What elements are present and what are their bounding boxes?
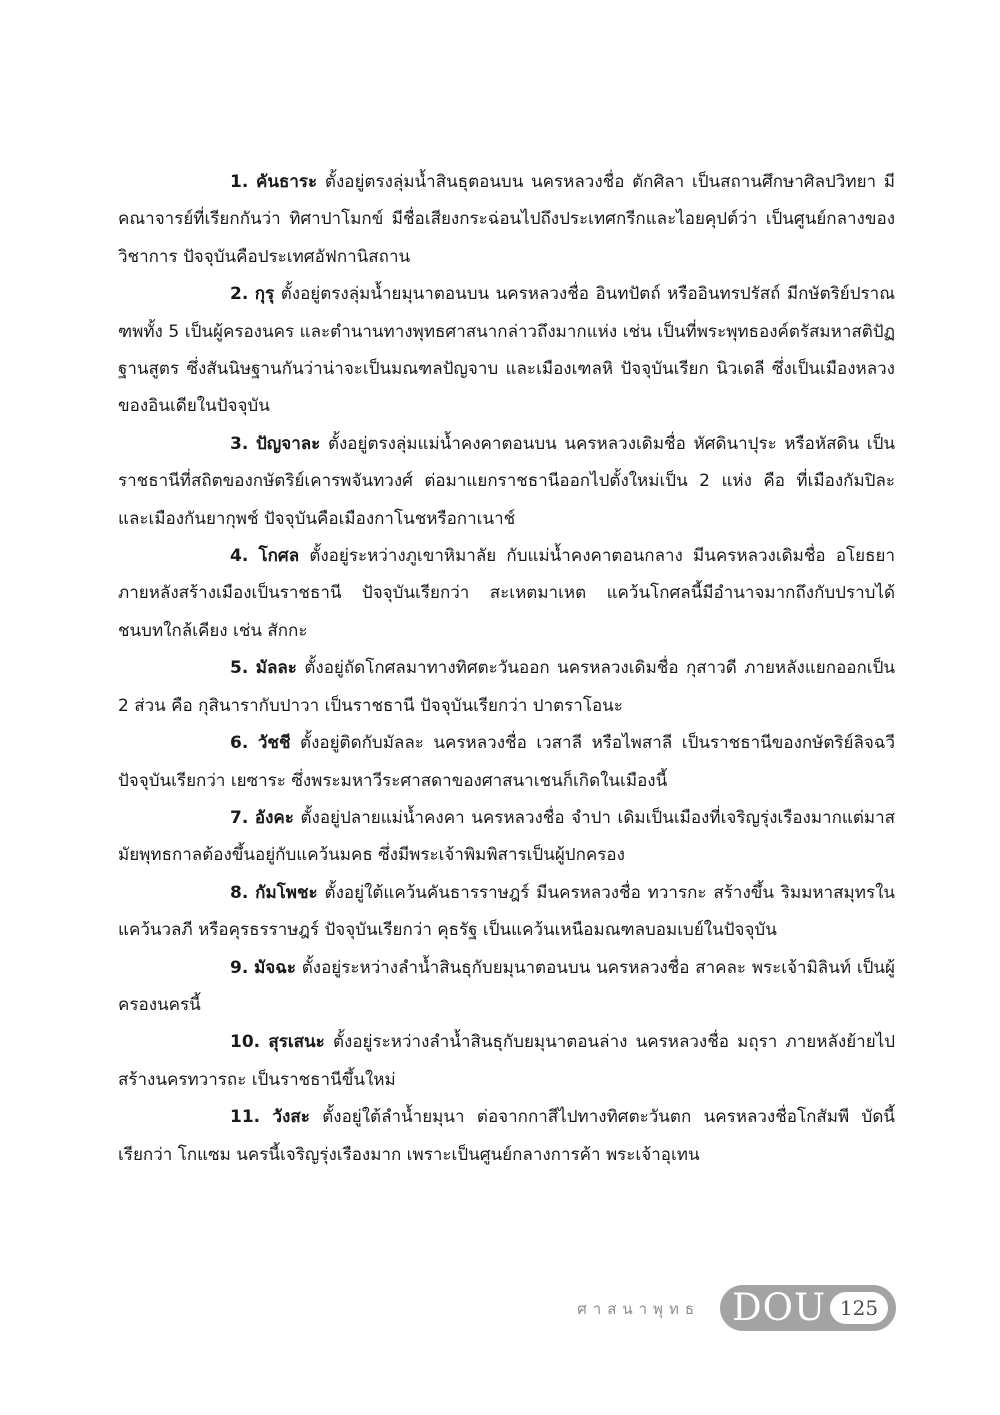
paragraph-malla <box>118 650 895 725</box>
paragraph-text: ตั้งอยู่ตรงลุ่มน้ำยมุนาตอนบน นครหลวงชื่อ อินทปัตถ์ หรืออินทรปรัสถ์ มีกษัตริย์ปราณฑพทั้ง 5 เป็นผู้ครองนคร และตำนานทางพุทธศาสนากล่าวถึงมากแห่ง เช่น เป็นที่พระพุทธองค์ตรัสมหาสติปัฏฐานสูตร ซึ่งสันนิษฐานกันว่าน่าจะเป็นมณฑลปัญจาบ และเมืองเฑลหิ ปัจจุบันเรียก นิวเดลี ซึ่งเป็นเมืองหลวงของอินเดียในปัจจุบัน <box>118 284 895 417</box>
paragraph-vajji <box>118 725 895 800</box>
paragraph-panchala <box>118 426 895 538</box>
kingdom-name: วัชชี <box>257 733 291 754</box>
kingdom-name: คันธาระ <box>256 172 318 192</box>
dou-badge <box>720 1285 896 1331</box>
footer-title: ศาสนาพุทธ <box>577 1300 700 1318</box>
item-number: 9. <box>230 957 249 978</box>
paragraph-vamsa <box>118 1099 895 1174</box>
item-number: 2. <box>230 284 249 305</box>
paragraph-kamboja <box>118 875 895 950</box>
paragraph-text: ตั้งอยู่ระหว่างลำน้ำสินธุกับยมุนาตอนบน นครหลวงชื่อ สาคละ พระเจ้ามิลินท์ เป็นผู้ครองนครนี้ <box>118 957 896 1015</box>
paragraph-text: ตั้งอยู่ติดกับมัลละ นครหลวงชื่อ เวสาลี หรือไพสาลี เป็นราชธานีของกษัตริย์ลิจฉวี ปัจจุบันเรียกว่า เยซาระ ซึ่งพระมหาวีระศาสดาของศาสนาเชนก็เกิดในเมืองนี้ <box>118 733 896 791</box>
kingdom-name: โกศล <box>258 546 300 567</box>
paragraph-text: ตั้งอยู่ใต้ลำน้ำยมุนา ต่อจากกาสีไปทางทิศตะวันตก นครหลวงชื่อโกสัมพี บัดนี้เรียกว่า โกแซม นครนี้เจริญรุ่งเรืองมาก เพราะเป็นศูนย์กลางการค้า พระเจ้าอุเทน <box>118 1107 895 1165</box>
page-footer <box>0 1285 1000 1335</box>
kingdom-name: ปัญจาละ <box>255 433 321 454</box>
paragraph-surasena <box>118 1024 895 1099</box>
item-number: 8. <box>230 882 249 903</box>
paragraph-kuru <box>118 276 895 426</box>
paragraph-kosala <box>118 538 895 650</box>
paragraph-text: ตั้งอยู่ระหว่างภูเขาหิมาลัย กับแม่น้ำคงคาตอนกลาง มีนครหลวงเดิมชื่อ อโยธยา ภายหลังสร้างเมืองเป็นราชธานี ปัจจุบันเรียกว่า สะเหตมาเหต แคว้นโกศลนี้มีอำนาจมากถึงกับปราบได้ชนบทใกล้เคียง เช่น สักกะ <box>118 546 896 641</box>
item-number: 1. <box>230 172 249 192</box>
kingdom-name: วังสะ <box>272 1107 310 1128</box>
paragraph-text: ตั้งอยู่ตรงลุ่มน้ำสินธุตอนบน นครหลวงชื่อ ตักศิลา เป็นสถานศึกษาศิลปวิทยา มีคณาจารย์ที่เรียกกันว่า ทิศาปาโมกข์ มีชื่อเสียงกระฉ่อนไปถึงประเทศกรีกและไอยคุปต์ว่า เป็นศูนย์กลางของวิชาการ ปัจจุบันคือประเทศอัฟกานิสถาน <box>118 172 895 267</box>
paragraph-anga <box>118 800 895 875</box>
paragraph-maccha <box>118 950 895 1025</box>
paragraph-text: ตั้งอยู่ปลายแม่น้ำคงคา นครหลวงชื่อ จำปา เดิมเป็นเมืองที่เจริญรุ่งเรืองมากแต่มาสมัยพุทธกาลต้องขึ้นอยู่กับแคว้นมคธ ซึ่งมีพระเจ้าพิมพิสารเป็นผู้ปกครอง <box>118 807 896 866</box>
kingdom-name: กัมโพชะ <box>255 882 318 903</box>
kingdom-name: มัจฉะ <box>254 957 296 978</box>
paragraph-kandhara <box>118 164 895 276</box>
item-number: 10. <box>230 1032 261 1053</box>
item-number: 11. <box>230 1107 261 1128</box>
item-number: 5. <box>230 658 249 679</box>
kingdom-name: สุรเสนะ <box>268 1032 325 1053</box>
kingdom-name: มัลละ <box>255 658 297 679</box>
page-body <box>118 164 895 1174</box>
kingdom-name: กุรุ <box>254 284 275 305</box>
dou-logo-text: DOU <box>732 1286 827 1329</box>
page-number: 125 <box>830 1292 888 1324</box>
paragraph-text: ตั้งอยู่ถัดโกศลมาทางทิศตะวันออก นครหลวงเดิมชื่อ กุสาวดี ภายหลังแยกออกเป็น 2 ส่วน คือ กุสินารากับปาวา เป็นราชธานี ปัจจุบันเรียกว่า ปาตราโอนะ <box>118 658 896 716</box>
item-number: 3. <box>230 433 249 454</box>
item-number: 4. <box>230 546 249 567</box>
paragraph-text: ตั้งอยู่ตรงลุ่มแม่น้ำคงคาตอนบน นครหลวงเดิมชื่อ หัศดินาปุระ หรือหัสดิน เป็นราชธานีที่สถิตของกษัตริย์เคารพจันทวงศ์ ต่อมาแยกราชธานีออกไปตั้งใหม่เป็น 2 แห่ง คือ ที่เมืองกัมปิละและเมืองกันยากุพช์ ปัจจุบันคือเมืองกาโนชหรือกาเนาช์ <box>118 433 896 529</box>
paragraph-text: ตั้งอยู่ใต้แคว้นคันธารราษฎร์ มีนครหลวงชื่อ ทวารกะ สร้างขึ้น ริมมหาสมุทรในแคว้นวลภี หรือคุรธรราษฎร์ ปัจจุบันเรียกว่า คุธรัฐ เป็นแคว้นเหนือมณฑลบอมเบย์ในปัจจุบัน <box>118 882 895 941</box>
kingdom-name: อังคะ <box>254 807 294 828</box>
item-number: 7. <box>230 807 249 828</box>
item-number: 6. <box>230 733 249 754</box>
paragraph-text: ตั้งอยู่ระหว่างลำน้ำสินธุกับยมุนาตอนล่าง นครหลวงชื่อ มถุรา ภายหลังย้ายไปสร้างนครทวารถะ เป็นราชธานีขึ้นใหม่ <box>118 1032 896 1090</box>
